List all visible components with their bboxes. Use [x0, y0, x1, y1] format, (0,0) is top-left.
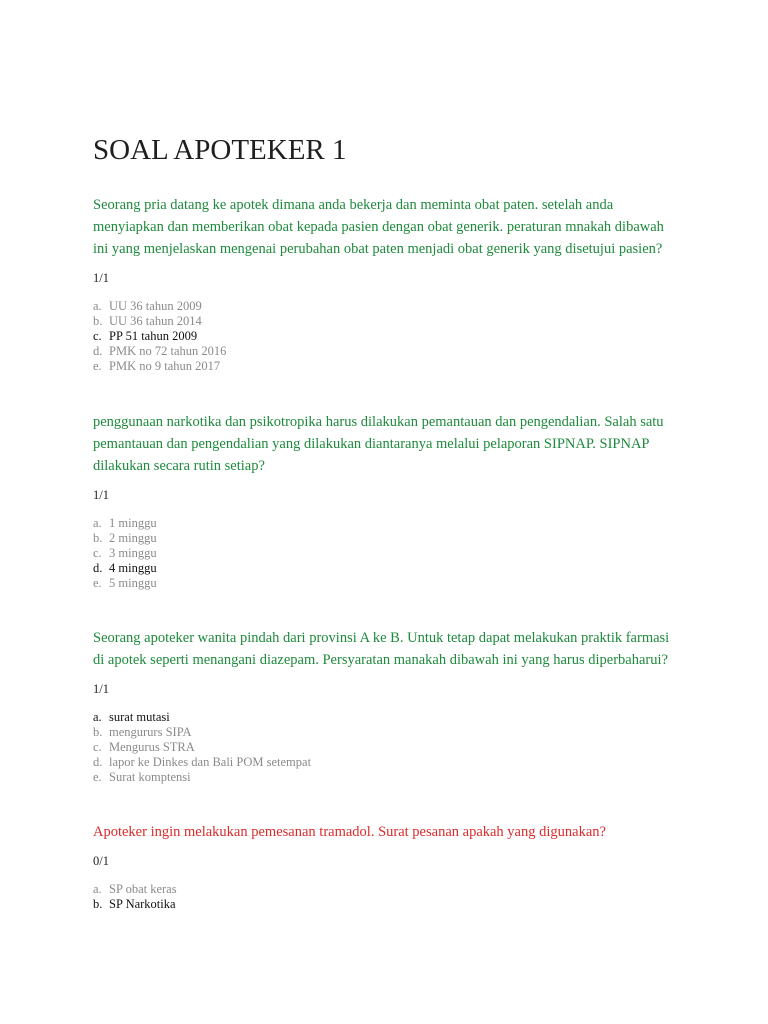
- option-text: SP Narkotika: [109, 897, 176, 911]
- answer-option-selected: [93, 561, 673, 576]
- question-block: [93, 411, 673, 591]
- question-text: Seorang apoteker wanita pindah dari provinsi A ke B. Untuk tetap dapat melakukan praktik farmasi di apotek seperti menangani diazepam. Persyaratan manakah dibawah ini yang harus diperbaharui?: [93, 630, 670, 668]
- answer-option: [93, 740, 673, 755]
- answer-option: [93, 344, 673, 359]
- option-text: UU 36 tahun 2014: [109, 314, 202, 328]
- question-text: penggunaan narkotika dan psikotropika harus dilakukan pemantauan dan pengendalian. Salah satu pemantauan dan pengendalian yang dilakukan diantaranya melalui pelaporan SIPNAP. SIPNAP dilakukan secara rutin setiap?: [93, 414, 664, 474]
- option-letter: e.: [93, 576, 102, 590]
- option-text: mengururs SIPA: [109, 725, 192, 739]
- option-text: surat mutasi: [109, 710, 170, 724]
- option-letter: c.: [93, 329, 102, 343]
- answer-option-selected: [93, 329, 673, 344]
- option-letter: c.: [93, 546, 102, 560]
- question-score: 1/1: [93, 488, 109, 502]
- option-text: 4 minggu: [109, 561, 157, 575]
- question-block: [93, 194, 673, 374]
- option-letter: c.: [93, 740, 102, 754]
- option-text: Surat komptensi: [109, 770, 191, 784]
- question-score: 1/1: [93, 682, 109, 696]
- answer-option: [93, 576, 673, 591]
- answer-options: [93, 710, 673, 785]
- answer-option: [93, 314, 673, 329]
- option-text: UU 36 tahun 2009: [109, 299, 202, 313]
- option-letter: a.: [93, 710, 102, 724]
- option-letter: d.: [93, 755, 103, 769]
- option-text: SP obat keras: [109, 882, 177, 896]
- answer-options: [93, 299, 673, 374]
- option-letter: e.: [93, 770, 102, 784]
- question-text: Apoteker ingin melakukan pemesanan tramadol. Surat pesanan apakah yang digunakan?: [93, 824, 606, 840]
- option-text: 3 minggu: [109, 546, 157, 560]
- option-letter: a.: [93, 516, 102, 530]
- question-block: [93, 627, 673, 785]
- question-score: 0/1: [93, 854, 109, 868]
- answer-option-selected: [93, 710, 673, 725]
- option-text: lapor ke Dinkes dan Bali POM setempat: [109, 755, 312, 769]
- option-text: PMK no 9 tahun 2017: [109, 359, 221, 373]
- answer-option: [93, 546, 673, 561]
- option-text: 1 minggu: [109, 516, 157, 530]
- option-text: 2 minggu: [109, 531, 157, 545]
- option-letter: b.: [93, 725, 103, 739]
- option-text: PP 51 tahun 2009: [109, 329, 198, 343]
- answer-option: [93, 531, 673, 546]
- answer-options: [93, 882, 673, 912]
- answer-options: [93, 516, 673, 591]
- question-score: 1/1: [93, 271, 109, 285]
- document-page: [93, 130, 673, 948]
- answer-option: [93, 516, 673, 531]
- option-letter: a.: [93, 882, 102, 896]
- question-block: [93, 821, 673, 912]
- answer-option: [93, 755, 673, 770]
- answer-option: [93, 725, 673, 740]
- option-text: 5 minggu: [109, 576, 157, 590]
- option-letter: e.: [93, 359, 102, 373]
- answer-option: [93, 770, 673, 785]
- answer-option-selected: [93, 897, 673, 912]
- option-text: Mengurus STRA: [109, 740, 195, 754]
- option-letter: d.: [93, 561, 103, 575]
- question-list: [93, 194, 673, 912]
- document-title: SOAL APOTEKER 1: [93, 134, 347, 166]
- option-text: PMK no 72 tahun 2016: [109, 344, 227, 358]
- option-letter: d.: [93, 344, 103, 358]
- option-letter: b.: [93, 897, 103, 911]
- option-letter: b.: [93, 531, 103, 545]
- option-letter: b.: [93, 314, 103, 328]
- question-text: Seorang pria datang ke apotek dimana anda bekerja dan meminta obat paten. setelah anda menyiapkan dan memberikan obat kepada pasien dengan obat generik. peraturan mnakah dibawah ini yang menjelaskan mengenai perubahan obat paten menjadi obat generik yang disetujui pasien?: [93, 197, 664, 257]
- answer-option: [93, 882, 673, 897]
- answer-option: [93, 359, 673, 374]
- option-letter: a.: [93, 299, 102, 313]
- answer-option: [93, 299, 673, 314]
